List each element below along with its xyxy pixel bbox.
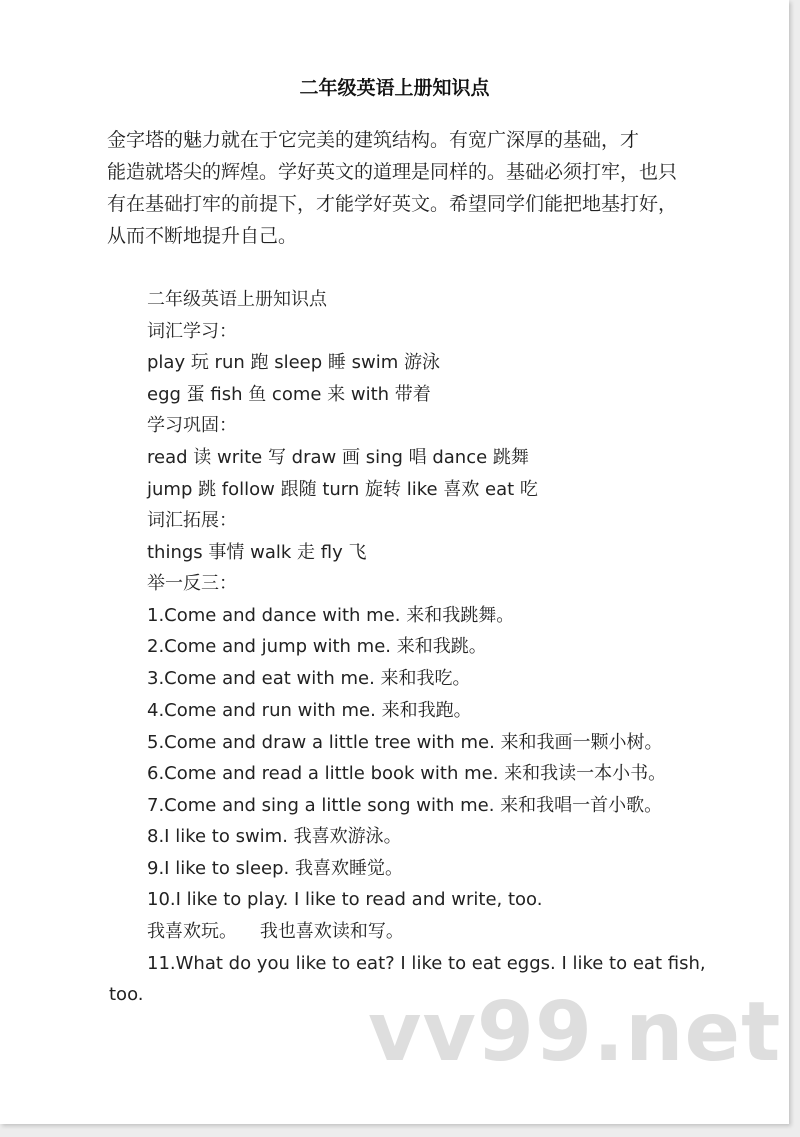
sentence-line: 10.I like to play. I like to read and write, too. [147, 889, 543, 910]
vocab-line: read 读 write 写 draw 画 sing 唱 dance 跳舞 [147, 447, 529, 468]
vocab-line: things 事情 walk 走 fly 飞 [147, 542, 367, 563]
extension-heading: 词汇拓展： [147, 510, 237, 531]
sentence-line: 9.I like to sleep. 我喜欢睡觉。 [147, 858, 403, 879]
page-title: 二年级英语上册知识点 [299, 77, 490, 99]
review-heading: 学习巩固： [147, 415, 237, 436]
intro-line: 有在基础打牢的前提下，才能学好英文。希望同学们能把地基打好， [107, 193, 678, 215]
sentence-line: 8.I like to swim. 我喜欢游泳。 [147, 826, 402, 847]
intro-line: 金字塔的魅力就在于它完美的建筑结构。有宽广深厚的基础，才 [107, 129, 640, 151]
sentence-line: 7.Come and sing a little song with me. 来和我唱一首小歌。 [147, 795, 663, 816]
intro-line: 从而不断地提升自己。 [107, 225, 298, 247]
sentence-line-continuation: too. [109, 984, 144, 1005]
sentence-line: 3.Come and eat with me. 来和我吃。 [147, 668, 471, 689]
section-heading: 二年级英语上册知识点 [147, 289, 327, 310]
sentence-line: 11.What do you like to eat? I like to eat eggs. I like to eat fish, [147, 953, 706, 974]
watermark: vv99.net [368, 985, 782, 1080]
sentence-line: 1.Come and dance with me. 来和我跳舞。 [147, 605, 515, 626]
vocab-line: egg 蛋 fish 鱼 come 来 with 带着 [147, 384, 431, 405]
sentence-line: 4.Come and run with me. 来和我跑。 [147, 700, 472, 721]
intro-paragraph [107, 124, 697, 252]
sentence-line: 5.Come and draw a little tree with me. 来和我画一颗小树。 [147, 732, 663, 753]
sentence-line: 6.Come and read a little book with me. 来和我读一本小书。 [147, 763, 667, 784]
sentence-line: 2.Come and jump with me. 来和我跳。 [147, 636, 487, 657]
intro-line: 能造就塔尖的辉煌。学好英文的道理是同样的。基础必须打牢，也只 [107, 161, 678, 183]
vocab-heading: 词汇学习： [147, 321, 237, 342]
vocab-line: play 玩 run 跑 sleep 睡 swim 游泳 [147, 352, 440, 373]
sentence-line: 我喜欢玩。 我也喜欢读和写。 [147, 921, 404, 942]
vocab-line: jump 跳 follow 跟随 turn 旋转 like 喜欢 eat 吃 [147, 479, 538, 500]
practice-heading: 举一反三： [147, 573, 237, 594]
